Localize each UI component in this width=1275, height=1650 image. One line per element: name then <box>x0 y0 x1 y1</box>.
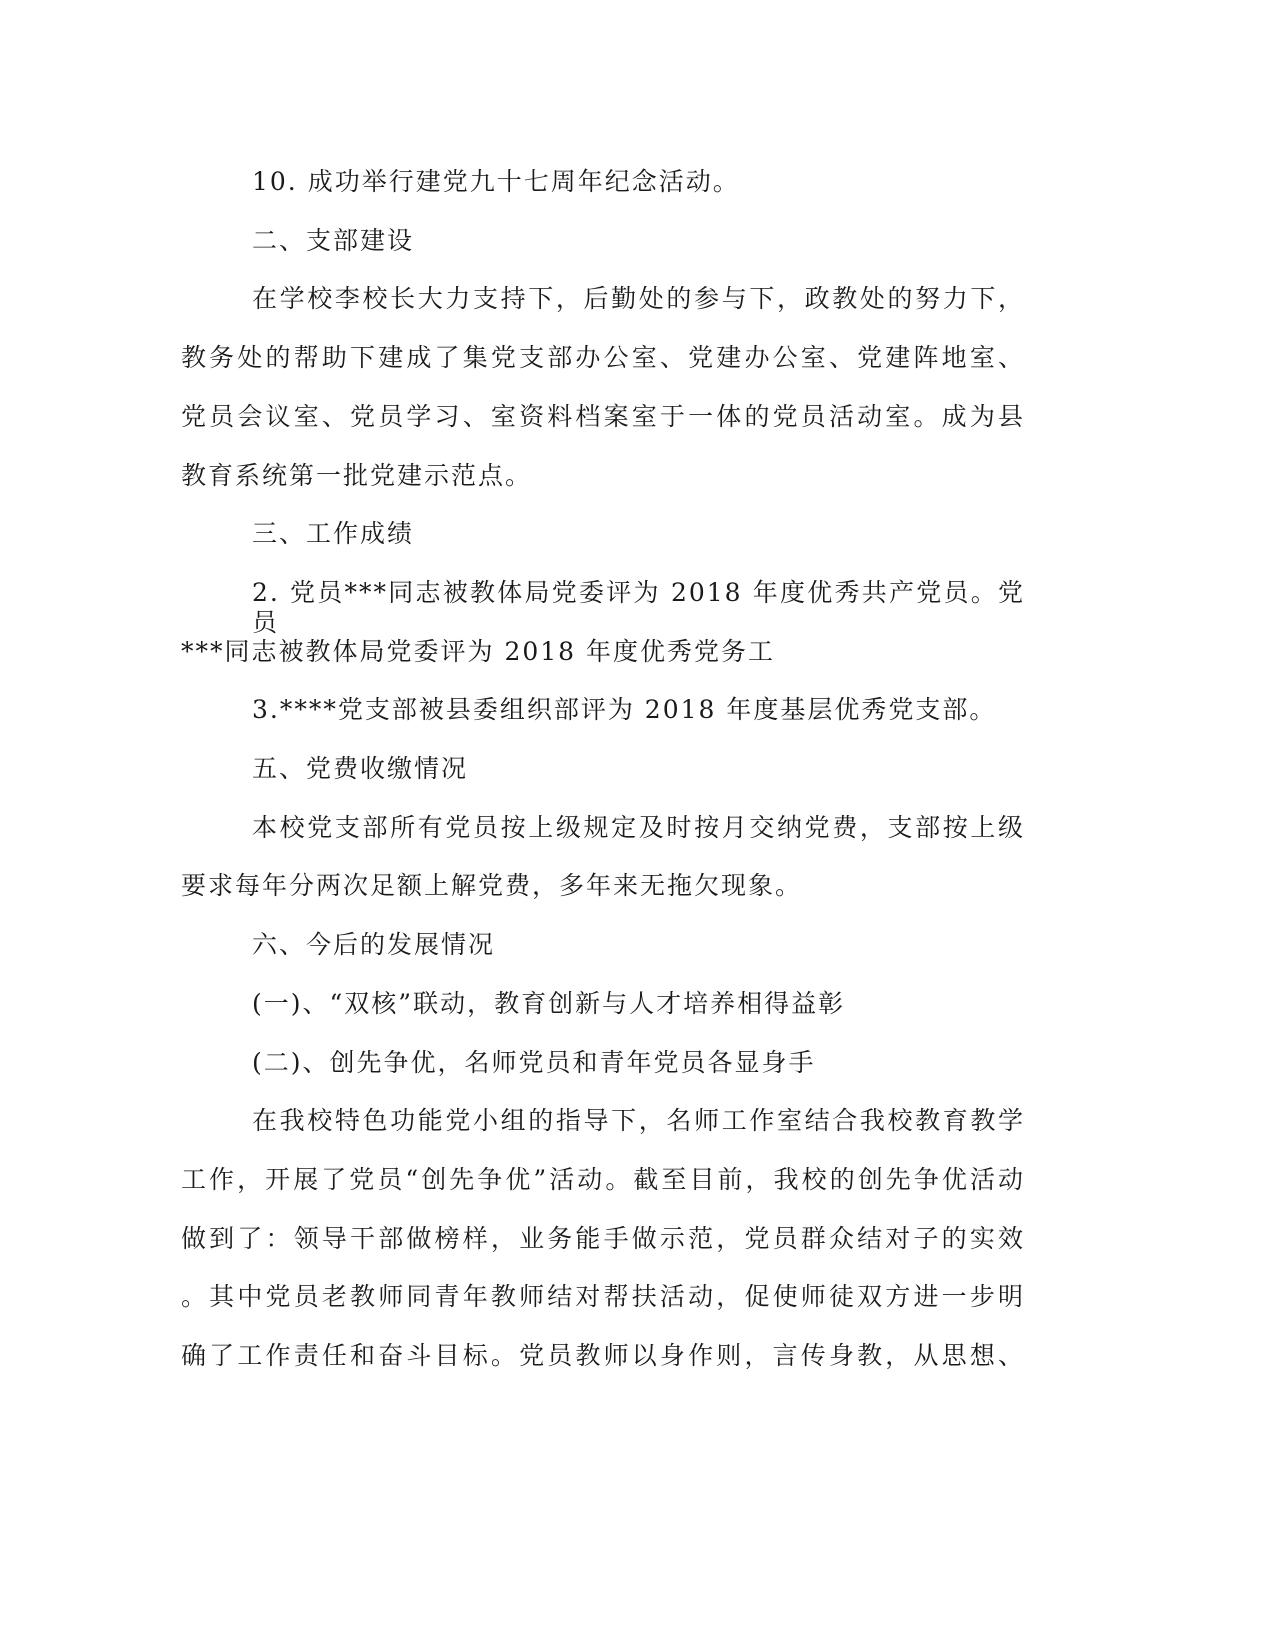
text-line: 确了工作责任和奋斗目标。党员教师以身作则，言传身教，从思想、 <box>181 1341 1025 1370</box>
text-line: 3.****党支部被县委组织部评为 2018 年度基层优秀党支部。 <box>252 695 997 725</box>
text-line: 2. 党员***同志被教体局党委评为 2018 年度优秀共产党员。党员 <box>252 577 1025 637</box>
text-line: 教育系统第一批党建示范点。 <box>181 460 533 490</box>
text-line: 三、工作成绩 <box>252 519 415 549</box>
text-line: 二、支部建设 <box>252 225 415 255</box>
text-line: 在我校特色功能党小组的指导下，名师工作室结合我校教育教学 <box>252 1106 1025 1136</box>
text-line: 做到了：领导干部做榜样，业务能手做示范，党员群众结对子的实效 <box>181 1223 1025 1253</box>
text-line: 党员会议室、党员学习、室资料档案室于一体的党员活动室。成为县 <box>181 401 1025 431</box>
text-line: 在学校李校长大力支持下，后勤处的参与下，政教处的努力下， <box>252 284 1025 314</box>
text-line: 五、党费收缴情况 <box>252 754 469 783</box>
text-line: 要求每年分两次足额上解党费，多年来无拖欠现象。 <box>181 871 803 901</box>
text-line: (二)、创先争优，名师党员和青年党员各显身手 <box>252 1047 816 1077</box>
text-line: 工作，开展了党员“创先争优”活动。截至目前，我校的创先争优活动 <box>181 1164 1025 1194</box>
text-line: 本校党支部所有党员按上级规定及时按月交纳党费，支部按上级 <box>252 812 1025 842</box>
text-line: 教务处的帮助下建成了集党支部办公室、党建办公室、党建阵地室、 <box>181 343 1025 373</box>
text-line: (一)、“双核”联动，教育创新与人才培养相得益彰 <box>252 988 846 1018</box>
text-line: ***同志被教体局党委评为 2018 年度优秀党务工 <box>181 636 776 666</box>
text-line: 10. 成功举行建党九十七周年纪念活动。 <box>252 167 740 196</box>
text-line: 。其中党员老教师同青年教师结对帮扶活动，促使师徒双方进一步明 <box>181 1282 1025 1312</box>
text-line: 六、今后的发展情况 <box>252 930 496 960</box>
